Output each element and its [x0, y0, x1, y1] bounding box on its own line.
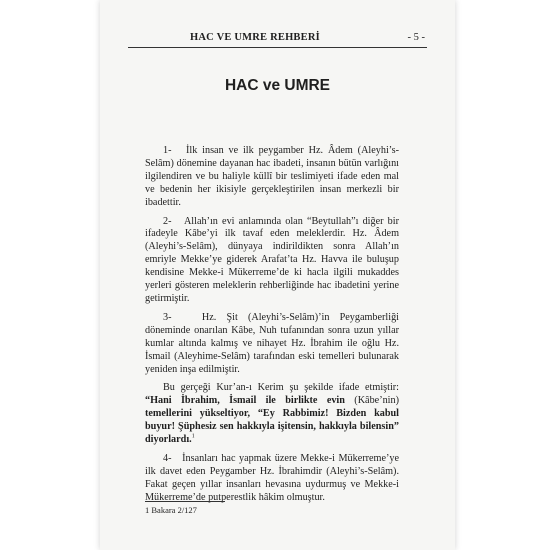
- paragraph-4: 4- İnsanları hac yapmak üzere Mekke-i Mükerreme’ye ilk davet eden Peygamber Hz. İbrahimdir (Aleyhi’s-Selâm). Fakat geçen yıllar insanları hevasına uydurmuş ve Mekke-i Mükerreme’de putperestlik hâkim olmuştur.: [145, 452, 399, 503]
- paragraph-quote: [145, 382, 399, 447]
- page-number: - 5 -: [407, 32, 425, 43]
- paragraph-3: 3- Hz. Şit (Aleyhi’s-Selâm)’in Peygamberliği döneminde onarılan Kâbe, Nuh tufanından sonra uzun yıllar kumlar altında kalmış ve nihayet Hz. İbrahim ile oğlu Hz. İsmail (Aleyhime-Selâm) tarafından eski temelleri bulunarak yeniden inşa edilmiştir.: [145, 311, 399, 375]
- paragraph-2: 2- Allah’ın evi anlamında olan “Beytullah”ı diğer bir ifadeyle Kâbe’yi ilk tavaf eden meleklerdir. Hz. Âdem (Aleyhi’s-Selâm), dünyaya indirildikten sonra Allah’ın emriyle Mekke’ye giderek Arafat’ta Hz. Havva ile buluşup kendisine Mekke-i Mükerreme’de ki hacla ilgili mukaddes yerleri gösteren meleklerin rehberliğinde hac ibadetini yerine getirmiştir.: [145, 215, 399, 304]
- paragraph-1: 1- İlk insan ve ilk peygamber Hz. Âdem (Aleyhi’s-Selâm) dönemine dayanan hac ibadeti, insanın bütün varlığını ilgilendiren ve bu haliyle küllî bir teslimiyeti ifade eden mal ve bedenin her ikisiyle gerçekleştirilen insan merkezli bir ibadettir.: [145, 145, 399, 208]
- quote-aside: (Kâbe’nin): [344, 395, 399, 407]
- quote-intro: Bu gerçeği Kur’an-ı Kerim şu şekilde ifade etmiştir:: [163, 382, 399, 394]
- chapter-title: HAC ve UMRE: [224, 77, 331, 94]
- quote-part-b: temellerini yükseltiyor, “Ey Rabbimiz! Bizden kabul buyur! Şüphesiz sen hakkıyla işitensin, hakkıyla bilensin” diyorlardı.: [145, 408, 399, 446]
- book-page: [100, 0, 455, 550]
- body-text: [145, 145, 399, 511]
- footnote-reference[interactable]: 1: [191, 433, 195, 440]
- running-title: HAC VE UMRE REHBERİ: [190, 32, 320, 43]
- running-header: [128, 31, 427, 48]
- footnote-divider: [145, 501, 225, 502]
- quote-part-a: “Hani İbrahim, İsmail ile birlikte evin: [145, 395, 345, 407]
- footnote: 1 Bakara 2/127: [145, 505, 197, 515]
